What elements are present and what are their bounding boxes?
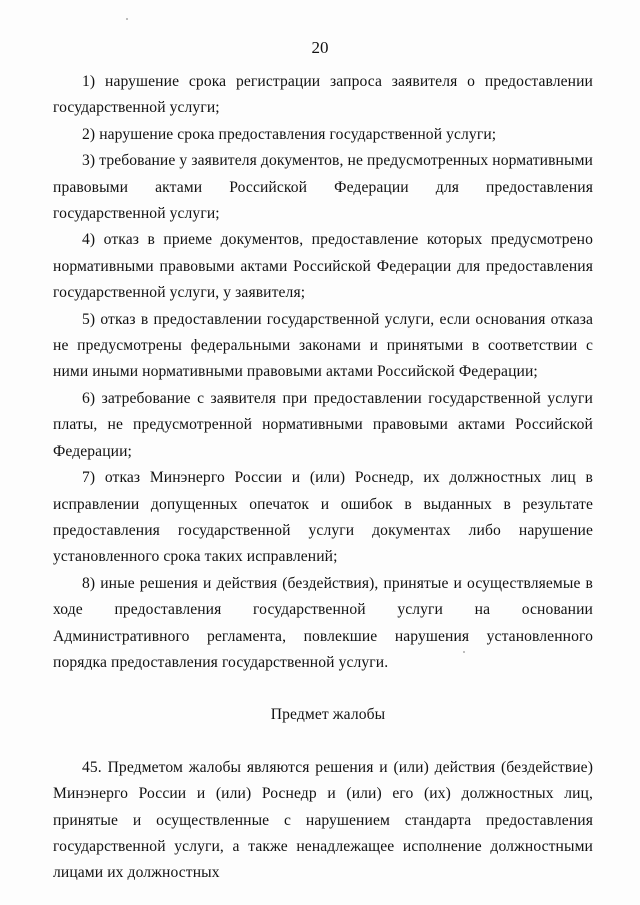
list-item-4: 4) отказ в приеме документов, предоставление которых предусмотрено нормативными правовыми актами Российской Федерации для предоставления государственной услуги, у заявителя; [53,231,593,302]
section-paragraph-45: 45. Предметом жалобы являются решения и (или) действия (бездействие) Минэнерго России и (или) Роснедр и (или) его (их) должностных лиц, принятые и осуществленные с нарушением стандарта предоставления государственной услуги, а также ненадлежащее исполнение должностными лицами их должностных [53,758,593,882]
page-number: 20 [311,38,329,57]
document-body [53,69,593,887]
list-item-1: 1) нарушение срока регистрации запроса заявителя о предоставлении государственной услуги; [53,73,593,117]
list-item-8: 8) иные решения и действия (бездействия), принятые и осуществляемые в ходе предоставления государственной услуги на основании Административного регламента, повлекшие нарушения установленного порядка предоставления государственной услуги. [53,574,593,671]
scan-artifact [126,18,128,20]
list-item-7: 7) отказ Минэнерго России и (или) Роснедр, их должностных лиц в исправлении допущенных опечаток и ошибок в выданных в результате предоставления государственной услуги документах либо нарушение установленного срока таких исправлений; [53,469,593,566]
list-item-5: 5) отказ в предоставлении государственной услуги, если основания отказа не предусмотрены федеральными законами и принятыми в соответствии с ними иными нормативными правовыми актами Российской Федерации; [53,310,593,381]
list-item-3: 3) требование у заявителя документов, не предусмотренных нормативными правовыми актами Российской Федерации для предоставления государственной услуги; [53,152,593,223]
list-item-2: 2) нарушение срока предоставления государственной услуги; [82,125,497,143]
list-item-6: 6) затребование с заявителя при предоставлении государственной услуги платы, не предусмотренной нормативными правовыми актами Российской Федерации; [53,389,593,460]
section-heading: Предмет жалобы [270,706,386,724]
